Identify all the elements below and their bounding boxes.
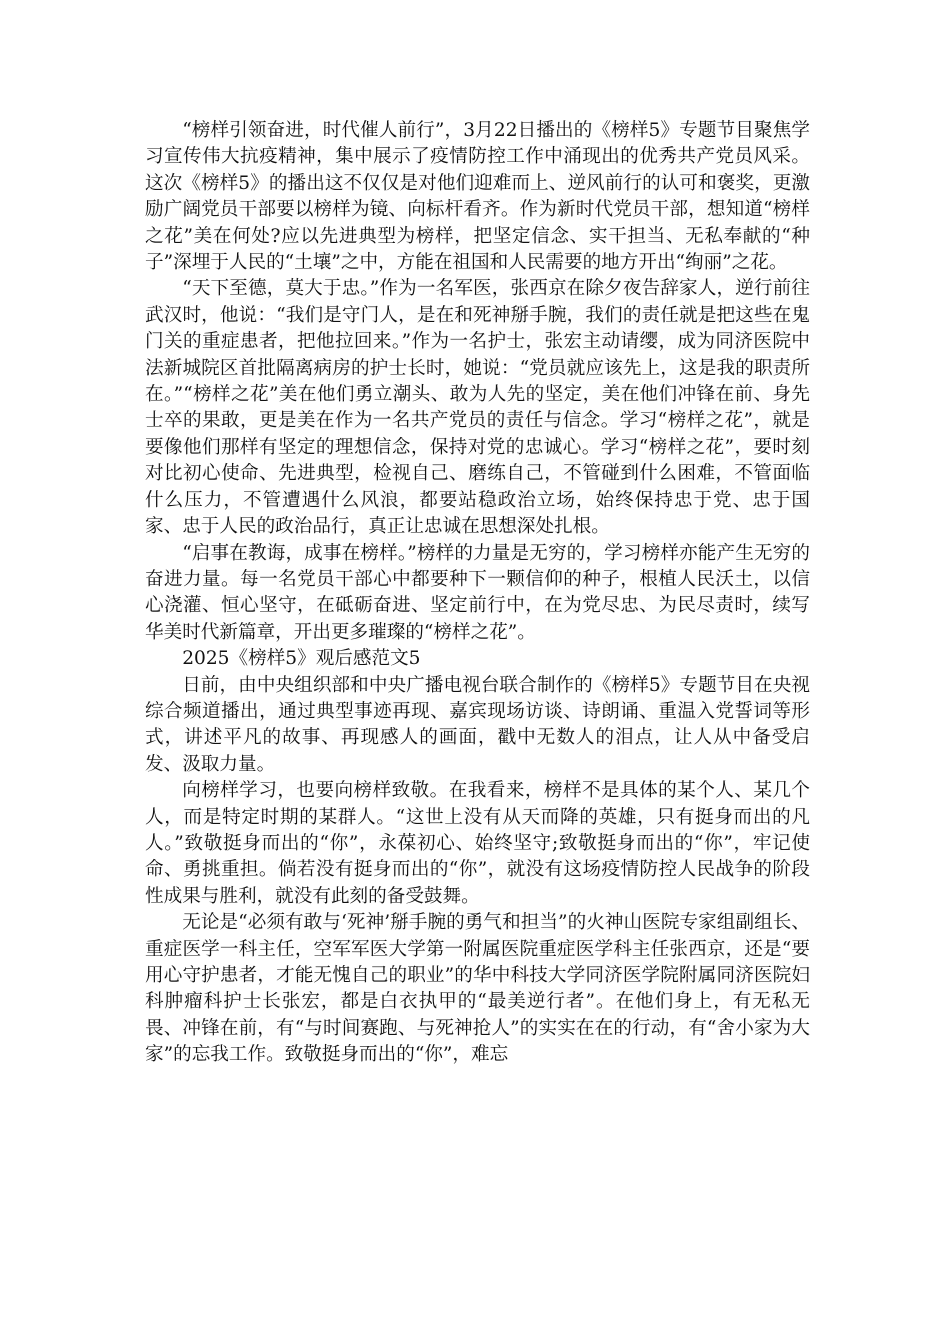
body-paragraph-1: “榜样引领奋进，时代催人前行”，3月22日播出的《榜样5》专题节目聚焦学习宣传伟大抗疫精神，集中展示了疫情防控工作中涌现出的优秀共产党员风采。这次《榜样5》的播出这不仅仅是对他们迎难而上、逆风前行的认可和褒奖，更激励广阔党员干部要以榜样为镜、向标杆看齐。作为新时代党员干部，想知道“榜样之花”美在何处?应以先进典型为榜样，把坚定信念、实干担当、无私奉献的“种子”深埋于人民的“土壤”之中，方能在祖国和人民需要的地方开出“绚丽”之花。	[145, 120, 810, 274]
document-page	[145, 118, 810, 1069]
section-paragraph-1: 日前，由中央组织部和中央广播电视台联合制作的《榜样5》专题节目在央视综合频道播出，通过典型事迹再现、嘉宾现场访谈、诗朗诵、重温入党誓词等形式，讲述平凡的故事、再现感人的画面，戳中无数人的泪点，让人从中备受启发、汲取力量。	[145, 674, 810, 775]
section-paragraph-2: 向榜样学习，也要向榜样致敬。在我看来，榜样不是具体的某个人、某几个人，而是特定时期的某群人。“这世上没有从天而降的英雄，只有挺身而出的凡人。”致敬挺身而出的“你”，永葆初心、始终坚守;致敬挺身而出的“你”，牢记使命、勇挑重担。倘若没有挺身而出的“你”，就没有这场疫情防控人民战争的阶段性成果与胜利，就没有此刻的备受鼓舞。	[145, 780, 810, 907]
body-paragraph-2: “天下至德，莫大于忠。”作为一名军医，张西京在除夕夜告辞家人，逆行前往武汉时，他说：“我们是守门人，是在和死神掰手腕，我们的责任就是把这些在鬼门关的重症患者，把他拉回来。”作为一名护士，张宏主动请缨，成为同济医院中法新城院区首批隔离病房的护士长时，她说：“党员就应该先上，这是我的职责所在。”“榜样之花”美在他们勇立潮头、敢为人先的坚定，美在他们冲锋在前、身先士卒的果敢，更是美在作为一名共产党员的责任与信念。学习“榜样之花”，就是要像他们那样有坚定的理想信念，保持对党的忠诚心。学习“榜样之花”，要时刻对比初心使命、先进典型，检视自己、磨练自己，不管碰到什么困难，不管面临什么压力，不管遭遇什么风浪，都要站稳政治立场，始终保持忠于党、忠于国家、忠于人民的政治品行，真正让忠诚在思想深处扎根。	[145, 278, 810, 538]
section-heading: 2025《榜样5》观后感范文5	[182, 648, 421, 670]
body-paragraph-3: “启事在教诲，成事在榜样。”榜样的力量是无穷的，学习榜样亦能产生无穷的奋进力量。每一名党员干部心中都要种下一颗信仰的种子，根植人民沃土，以信心浇灌、恒心坚守，在砥砺奋进、坚定前行中，在为党尽忠、为民尽责时，续写华美时代新篇章，开出更多璀璨的“榜样之花”。	[145, 542, 810, 643]
section-paragraph-3: 无论是“必须有敢与‘死神’掰手腕的勇气和担当”的火神山医院专家组副组长、重症医学一科主任，空军军医大学第一附属医院重症医学科主任张西京，还是“要用心守护患者，才能无愧自己的职业”的华中科技大学同济医学院附属同济医院妇科肿瘤科护士长张宏，都是白衣执甲的“最美逆行者”。在他们身上，有无私无畏、冲锋在前，有“与时间赛跑、与死神抢人”的实实在在的行动，有“舍小家为大家”的忘我工作。致敬挺身而出的“你”，难忘	[145, 912, 810, 1066]
